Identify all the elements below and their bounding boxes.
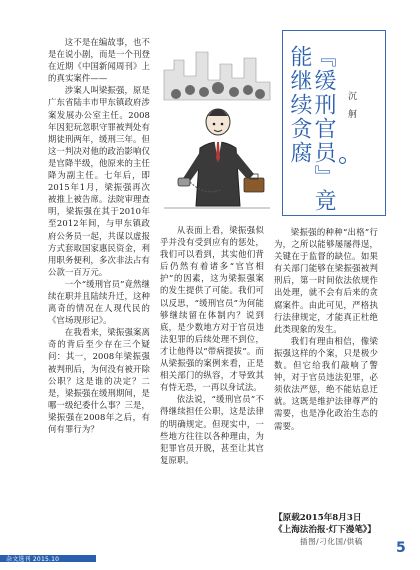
- title-box: [282, 30, 386, 216]
- author-name: 沉 舸: [346, 91, 356, 121]
- source-citation: [274, 512, 394, 536]
- source-date: 【原载2015年8月3日: [274, 513, 362, 523]
- paragraph: 涉案人叫梁振强，原是广东省陆丰市甲东镇政府涉案发展办公室主任。2008年因犯玩忽职守罪被判处有期徒刑两年，缓刑三年。但这一判决对他的政治影响仅是官降半级，他原来的主任降为副主任。七年后，即2015年1月，梁振强再次被推上被告席。法院审理查明，梁振强在其于2010年至2012年间，与甲东镇政府公务员一起，共谋以虚报方式套取国家惠民资金，利用职务便利，多次非法占有公款一百万元。: [48, 85, 150, 277]
- article-column-right: [274, 226, 378, 432]
- article-column-middle: [160, 224, 264, 466]
- paragraph: 梁振强的种种“出格”行为，之所以能够屡屡得逞，关键在于监督的缺位。如果有关部门能够在梁振强被判刑后，第一时间依法依规作出处理，就不会有后来的贪腐案件。由此可见，严格执行法律规定，才能真正杜绝此类现象的发生。: [274, 227, 378, 334]
- illustrator-credit: 插图/刁化国/供稿: [300, 537, 363, 546]
- paragraph: 一个“缓刑官员”竟然继续在职并且陆续升迁，这种离奇的情况在人现代民的《官场现形记》。: [48, 278, 150, 326]
- article-title: 『缓刑官员』竟能继续贪腐: [287, 45, 336, 213]
- article-column-left: [48, 36, 150, 435]
- paragraph: 在我看来，梁振强案离奇的背后至少存在三个疑问：其一，2008年梁振强被判刑后，为何没有被开除公职？这是谁的决定？二是，梁振强在缓刑期间，是哪一级纪委什么事？三是，梁振强在2008年之后，有何有罪行为？: [48, 327, 150, 434]
- paragraph: 这不是在编故事，也不是在说小剧，而是一个刊登在近期《中国新闻周刊》上的真实案件——: [48, 37, 150, 84]
- source-publication: 《上海法治报·灯下漫笔》】: [274, 525, 376, 535]
- paragraph: 从表面上看，梁振强似乎并没有受到应有的惩处，我们可以看到，其实他们背后仍然有着诸多“官官相护”的因素，这为梁振强案的发生提供了可能。我们可以反思，“缓刑官员”为何能够继续留在体制内？说到底，是少数地方对于官员违法犯罪的后续处理不到位，才让他得以“带病提拔”。而从梁振强的案例来看，正是相关部门的纵容，才导致其有恃无恐，一再以身试法。: [160, 225, 264, 393]
- paragraph: 我们有理由相信，像梁振强这样的个案，只是极少数。但它给我们敲响了警钟，对于官员违法犯罪，必须依法严惩，绝不能姑息迁就。这既是维护法律尊严的需要，也是净化政治生态的需要。: [274, 335, 378, 431]
- page-number: 5: [396, 540, 406, 556]
- cartoon-illustration: [160, 30, 274, 220]
- paragraph: 依法说，“缓刑官员”不得继续担任公职，这是法律的明确规定。但现实中，一些地方往往以各种理由，为犯罪官员开脱，甚至让其官复原职。: [160, 394, 264, 465]
- author-bullet-icon: [339, 157, 346, 164]
- footer-label: 杂文选刊 2015.10: [6, 556, 60, 563]
